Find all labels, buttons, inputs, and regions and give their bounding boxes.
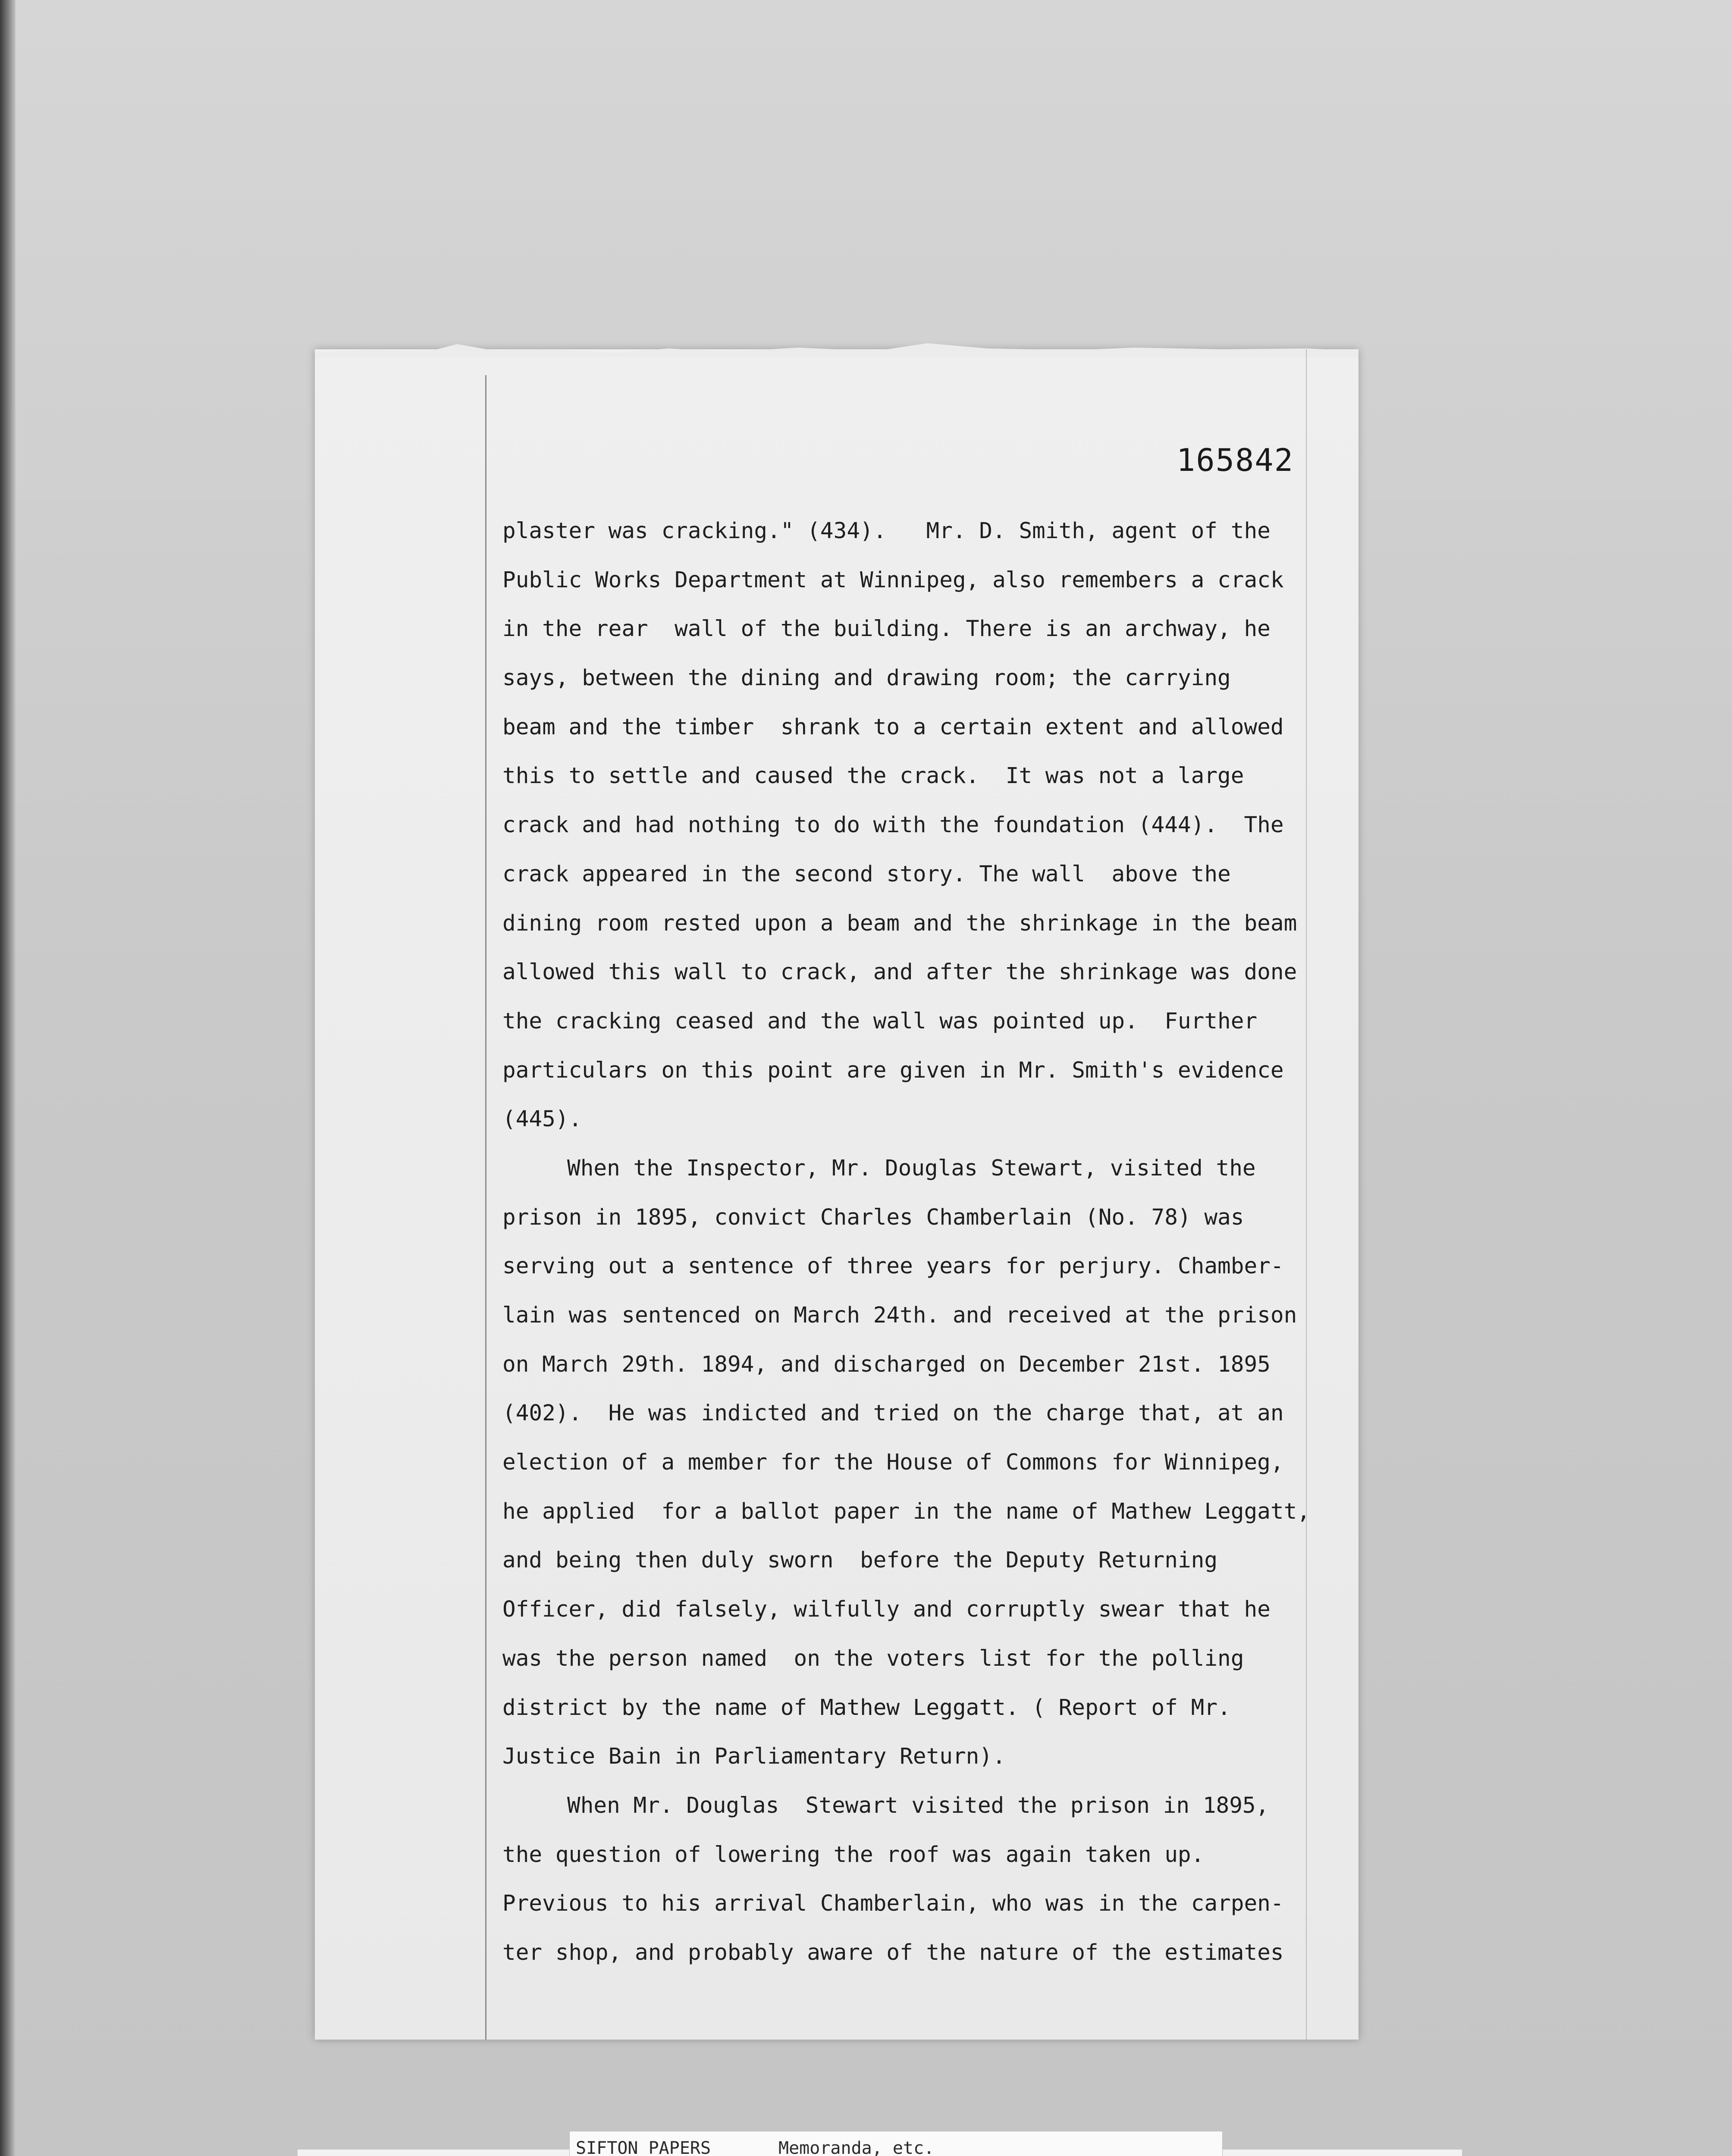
- text-line: and being then duly sworn before the Deputy Returning: [502, 1548, 1218, 1573]
- text-line: (402). He was indicted and tried on the charge that, at an: [502, 1401, 1284, 1426]
- film-edge: [0, 0, 16, 2156]
- text-line: says, between the dining and drawing room; the carrying: [502, 665, 1231, 691]
- text-line: he applied for a ballot paper in the name of Mathew Leggatt,: [502, 1498, 1310, 1524]
- text-line: was the person named on the voters list for the polling: [502, 1645, 1244, 1671]
- text-line: Public Works Department at Winnipeg, also remembers a crack: [502, 567, 1284, 593]
- collection-name: SIFTON PAPERS: [576, 2138, 711, 2156]
- text-line: dining room rested upon a beam and the shrinkage in the beam: [502, 910, 1297, 936]
- text-line: Previous to his arrival Chamberlain, who was in the carpen-: [502, 1891, 1284, 1917]
- text-line: When Mr. Douglas Stewart visited the prison in 1895,: [567, 1792, 1269, 1818]
- text-line: in the rear wall of the building. There is an archway, he: [502, 616, 1271, 642]
- text-line: crack and had nothing to do with the foundation (444). The: [502, 812, 1284, 838]
- text-line: this to settle and caused the crack. It was not a large: [502, 763, 1244, 789]
- text-line: particulars on this point are given in Mr. Smith's evidence: [502, 1057, 1284, 1083]
- text-line: prison in 1895, convict Charles Chamberlain (No. 78) was: [502, 1204, 1244, 1230]
- archives-stamp: [298, 0, 1462, 2156]
- text-line: serving out a sentence of three years for perjury. Chamber-: [502, 1253, 1284, 1279]
- text-line: (445).: [502, 1106, 582, 1132]
- text-line: the cracking ceased and the wall was pointed up. Further: [502, 1008, 1258, 1034]
- text-line: Officer, did falsely, wilfully and corruptly swear that he: [502, 1597, 1271, 1623]
- text-line: district by the name of Mathew Leggatt. ( Report of Mr.: [502, 1695, 1231, 1720]
- text-line: beam and the timber shrank to a certain extent and allowed: [502, 714, 1284, 740]
- text-line: lain was sentenced on March 24th. and received at the prison: [502, 1303, 1297, 1328]
- text-line: plaster was cracking." (434). Mr. D. Smith, agent of the: [502, 518, 1271, 544]
- text-line: crack appeared in the second story. The wall above the: [502, 861, 1231, 887]
- folio-number: 165842: [1176, 442, 1294, 478]
- text-line: on March 29th. 1894, and discharged on December 21st. 1895: [502, 1351, 1271, 1377]
- collection-category: Memoranda, etc.: [778, 2138, 935, 2156]
- text-line: When the Inspector, Mr. Douglas Stewart, visited the: [567, 1155, 1256, 1181]
- text-line: Justice Bain in Parliamentary Return).: [502, 1744, 1006, 1770]
- text-line: ter shop, and probably aware of the nature of the estimates: [502, 1940, 1284, 1965]
- text-line: the question of lowering the roof was again taken up.: [502, 1842, 1205, 1868]
- text-line: election of a member for the House of Commons for Winnipeg,: [502, 1450, 1284, 1476]
- text-line: allowed this wall to crack, and after the shrinkage was done: [502, 959, 1297, 985]
